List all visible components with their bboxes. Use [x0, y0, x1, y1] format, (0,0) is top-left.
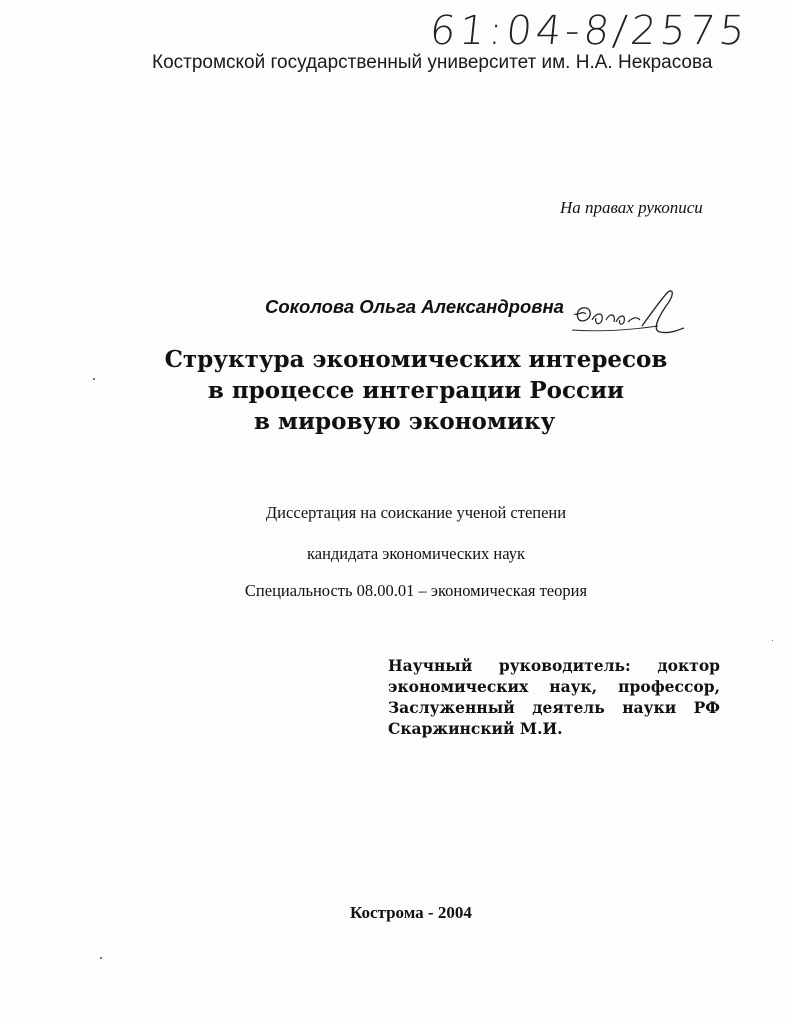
archive-code-stamp: 61:04-8/2575 [427, 8, 751, 54]
supervisor-line-1: Научный руководитель: доктор [388, 656, 720, 675]
title-line-1: Структура экономических интересов [164, 346, 668, 373]
title-line-2: в процессе интеграции России [207, 377, 625, 404]
specialty-line: Специальность 08.00.01 – экономическая теория [244, 581, 588, 600]
supervisor-line-3: Заслуженный деятель науки РФ [388, 698, 720, 717]
dissertation-subtitle: Диссертация на соискание ученой степени [265, 503, 567, 522]
dissertation-title [110, 344, 722, 437]
author-name: Соколова Ольга Александровна [265, 296, 564, 317]
city-year: Кострома - 2004 [350, 903, 472, 922]
supervisor-line-2: экономических наук, профессор, [388, 677, 720, 696]
scan-speck [93, 378, 95, 380]
title-line-3: в мировую экономику [254, 408, 556, 435]
supervisor-line-4: Скаржинский М.И. [388, 719, 563, 738]
handwritten-signature [570, 290, 690, 340]
scan-speck [772, 640, 773, 641]
manuscript-note: На правах рукописи [560, 198, 703, 217]
scan-speck [100, 957, 102, 959]
university-name: Костромской государственный университет им. Н.А. Некрасова [152, 52, 713, 73]
degree-line: кандидата экономических наук [306, 544, 525, 563]
supervisor-block [388, 655, 720, 739]
